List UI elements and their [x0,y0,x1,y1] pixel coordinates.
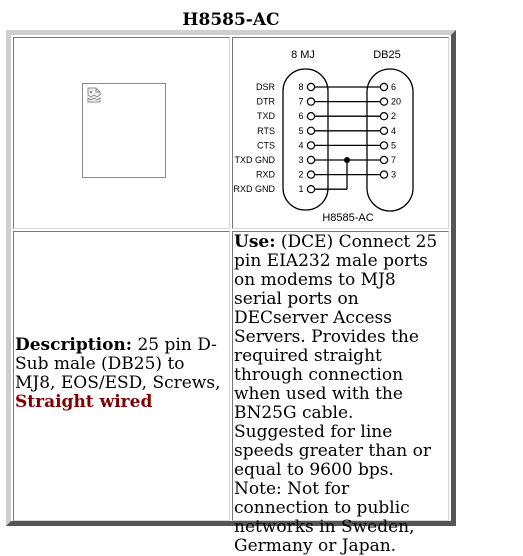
signal-label: TXD [257,111,275,122]
db25-pin [380,83,387,90]
page-title: H8585-AC [182,10,280,30]
db25-pin [380,142,387,149]
signal-label: TXD GND [234,155,275,165]
signal-label: RXD GND [233,184,275,195]
signal-label: RXD [255,169,275,180]
wiring-diagram-cell [232,37,449,229]
mj8-pin-number: 1 [298,184,304,195]
mj8-pin [307,113,314,120]
diagram-caption: H8585-AC [322,212,374,224]
description-cell [13,231,230,521]
product-table [6,30,456,556]
use-body: (DCE) Connect 25 pin EIA232 male ports on modems to MJ8 serial ports on DECserver Access Servers. Provides the required straight through connection when used with the BN25G cable. Suggested for line speeds greater than or equal to 9600 bps. Note: Not for connection to public networks in Sweden, Germany or Japan. [234,232,438,556]
db25-pin-number: 3 [391,169,397,180]
db25-pin [380,156,387,163]
use-cell [232,231,449,556]
db25-pin [380,127,387,134]
db25-pin-number: 6 [391,82,397,92]
db25-header: DB25 [373,49,401,61]
mj8-header: 8 MJ [291,49,315,61]
mj8-pin [307,127,314,134]
signal-label: DTR [256,96,275,107]
mj8-pin-number: 4 [298,140,304,151]
db25-pin-number: 20 [391,96,402,107]
db25-pin-number: 4 [391,125,397,136]
mj8-pin [307,186,314,193]
description-body: 25 pin D-Sub male (DB25) to MJ8, EOS/ESD, Screws, [15,335,221,393]
mj8-pin-number: 5 [298,125,304,136]
use-label: Use: [234,232,276,252]
signal-label: RTS [257,125,275,136]
mj8-pin-number: 3 [298,155,304,165]
db25-pin-number: 7 [391,155,397,165]
db25-pin-number: 5 [391,140,397,151]
mj8-pin [307,142,314,149]
db25-pin-number: 2 [391,111,397,122]
straight-wired-text: Straight wired [15,392,153,412]
image-cell [13,37,230,229]
product-image [82,83,166,178]
db25-pin [380,171,387,178]
mj8-pin-number: 6 [298,111,304,122]
db25-pin [380,98,387,105]
mj8-pin [307,171,314,178]
signal-label: CTS [257,140,275,151]
description-label: Description: [15,335,133,355]
mj8-pin [307,156,314,163]
db25-pin [380,113,387,120]
signal-label: DSR [255,82,275,92]
description-text [15,336,227,412]
mj8-pin-number: 7 [298,96,304,107]
ground-junction-dot [344,157,350,163]
mj8-pin [307,83,314,90]
mj8-pin [307,98,314,105]
mj8-pin-number: 8 [298,82,304,92]
db25-connector-outline [367,69,413,211]
use-text [234,233,447,556]
broken-image-icon [87,87,101,103]
mj8-pin-number: 2 [298,169,304,180]
wiring-diagram [233,38,448,228]
